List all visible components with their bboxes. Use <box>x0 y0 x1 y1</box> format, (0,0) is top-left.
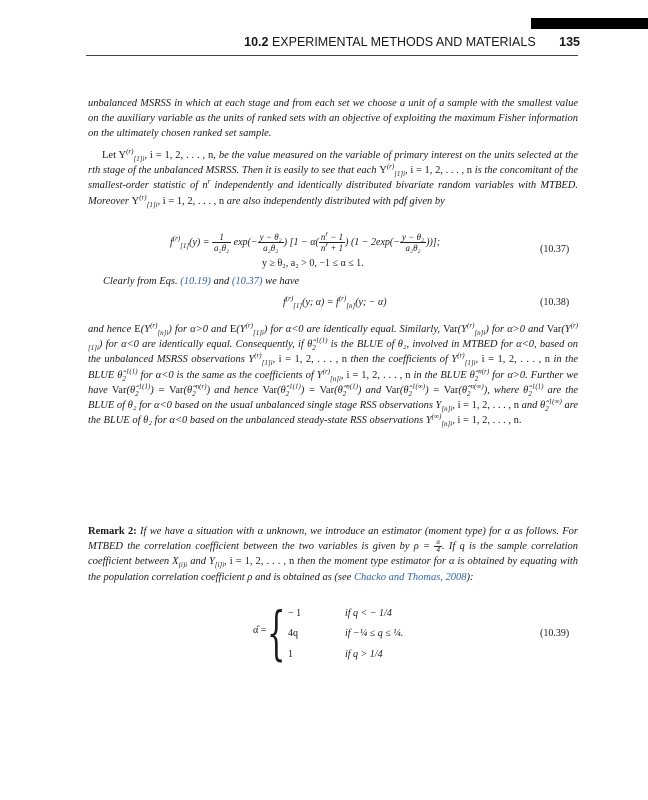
ref-chacko-thomas[interactable]: Chacko and Thomas, 2008 <box>353 571 467 583</box>
para2-g: we have <box>265 276 300 287</box>
case-3-value: 1 <box>288 649 293 660</box>
para3-i: in the BLUE <box>88 354 578 381</box>
paragraph-remark-2: Remark 2: If we have a situation with α unknown, we introduce an estimator (moment type) for α as follows. For MTBED the correlation coefficient between the two variables is given by ρ = $\frac{\alpha}{4}$ . If q is the sample correlation coefficient between $X_{(i)i}$ and $Y_{[i]i}$, i = 1, 2, . . . , n then the moment type estimator for α is obtained by equating with the population correlation coefficient ρ and is obtained as (see Chacko and Thomas, 2008): <box>88 526 579 583</box>
case-3-condition: if q > 1/4 <box>345 649 383 660</box>
equation-number-10-39: (10.39) <box>540 628 570 639</box>
para3-h: then the coefficients of <box>350 354 448 366</box>
para3-r: and <box>521 400 538 412</box>
para2-e: are also independently distributed with pdf given by <box>226 195 445 207</box>
cases-brace: { <box>267 599 286 667</box>
equation-10-38: $f^{(r)}_{[1]}(y$; $\alpha) = f^{(r)}_{[n]}(y$; − α) <box>283 294 387 310</box>
para3-g: BLUE of θ₂, involved in MTBED for α<0, based on the unbalanced MSRSS observations <box>88 339 579 366</box>
ref-10-19[interactable]: (10.19) <box>180 276 211 287</box>
page-number: 135 <box>559 35 580 49</box>
case-1-value: − 1 <box>288 608 302 619</box>
para3-m: for α>0. Further we have <box>88 369 579 396</box>
para2-b: rth stage of the unbalanced MSRSS. Then it is easily to see that each <box>88 165 377 177</box>
para2-d: independently and identically distributed bivariate random variables with MTBED. Moreover <box>88 180 579 207</box>
remark-a: If we have a situation with α unknown, we introduce an estimator (moment type) for α as follows. For MTBED the correlation coefficient between the two variables is given by ρ = <box>88 526 578 553</box>
para3-j: for α<0 is the <box>140 369 200 381</box>
alpha-hat: α̂ = <box>253 625 267 636</box>
remark-d: then the moment type estimator for α is obtained by equating with the population correlation coefficient ρ and is obtained as (see <box>88 556 579 583</box>
para3-d: for α>0 and <box>491 324 544 335</box>
para3-o: and <box>365 384 382 396</box>
para2-c: is the concomitant of the smallest-order statistic of n <box>88 165 579 192</box>
para3-s: are the BLUE of θ₂ for α<0 based on the unbalanced steady-state <box>88 400 579 427</box>
remark-b: . If q is the sample correlation coefficient between <box>88 541 579 568</box>
paragraph-consequently: and hence $E(Y^{(r)}_{[n]i})$ for α>0 and $E(Y^{(r)}_{[1]i})$ for α<0 are identically equal. Similarly, $Var(Y^{(r)}_{[n]i})$ for α>0 and $Var(Y^{(r)}_{[1]i})$ for α<0 are identically equal. Consequently, if $\thetâ_2^{1(1)}$ is the BLUE of θ₂, involved in MTBED for α<0, based on the unbalanced MSRSS observations $Y^{(r)}_{[1]i}$, i = 1, 2, . . . , n then the coefficients of $Y^{(r)}_{[1]i}$, i = 1, 2, . . . , n in the BLUE $\thetâ_2^{1(1)}$ for α<0 is the same as the coefficients of $Y^{(r)}_{[n]i}$, i = 1, 2, . . . , n in the BLUE $\thetâ_2^{n(r)}$ for α>0. Further we have $Var(\thetâ_2^{1(1)})$ = $Var(\thetâ_2^{n(r)})$ and hence $Var(\thetâ_2^{1(1)})$ = $Var(\thetâ_2^{n(1)})$ and $Var(\thetâ_2^{1(\infty)})$ = $Var(\thetâ_2^{n(\infty)})$, where $\thetâ_2^{1(1)}$ are the BLUE of θ₂ for α<0 based on the usual unbalanced single stage RSS observations $Y_{[n]i}$, i = 1, 2, . . . , n and $\thetâ_2^{1(\infty)}$ are the BLUE of θ₂ for α<0 based on the unbalanced steady-state RSS observations $Y^{(\infty)}_{[n]i}$, i = 1, 2, . . . , n. <box>88 321 579 429</box>
equation-10-37-condition: y ≥ θ₂, a₂ > 0, −1 ≤ α ≤ 1. <box>262 258 364 269</box>
para3-n: and hence <box>214 384 259 396</box>
para2-and: and <box>213 276 230 287</box>
para3-l: in the BLUE <box>413 369 467 381</box>
paragraph-definition: Let $Y^{(r)}_{[1]i}$, i = 1, 2, . . . , n, be the value measured on the variable of primary interest on the units selected at the rth stage of the unbalanced MSRSS. Then it is easily to see that each $Y^{(r)}_{[1]i}$, i = 1, 2, . . . , n is the concomitant of the smallest-order statistic of $n^r$ independently and identically distributed bivariate random variables with MTBED. Moreover $Y^{(r)}_{[1]i}$, i = 1, 2, . . . , n are also independently distributed with pdf given by <box>88 147 579 209</box>
equation-10-37: $f^{(r)}_{[1]}(y)$ = $\frac{1}{\text{a₂θ₂}}$ exp(− $\frac{\text{y − θ₂}}{\text{a₂θ₂}}$ ) [1 − α( $\frac{n^r - 1}{n^r + 1}$ ) (1 − 2exp(− $\frac{\text{y − θ₂}}{\text{a₂θ₂}}$ ))]; <box>170 230 441 253</box>
para3-q: are the BLUE of θ₂ for α<0 based on the usual unbalanced single stage RSS observations <box>88 384 579 412</box>
equation-number-10-38: (10.38) <box>540 297 570 308</box>
para3-b: for α>0 and <box>174 324 227 335</box>
para3-k: same as the coefficients of <box>202 369 314 381</box>
section-number: 10.2 <box>244 35 269 49</box>
para3-c: for α<0 are identically equal. Similarly, <box>270 324 441 335</box>
para2-a: be the value measured on the variable of primary interest on the units selected at the <box>218 150 578 161</box>
para3-t: RSS observations <box>350 415 424 427</box>
paragraph-clearly <box>103 274 578 289</box>
para3-p: , where <box>487 384 520 396</box>
paragraph-intro: unbalanced MSRSS in which at each stage and from each set we choose a unit of a sample with the smallest value on the auxiliary variable as the units of ranked sets with an objective of exploiting the maximum Fisher information on the ultimately chosen ranked set sample. <box>88 98 578 140</box>
remark-c: and <box>190 556 206 568</box>
para3-e: for α<0 are identically equal. Consequently, if <box>105 339 304 351</box>
running-head <box>230 35 580 49</box>
para3-f: is the <box>330 339 354 351</box>
para2-f: Clearly from Eqs. <box>103 276 178 287</box>
header-bar <box>531 18 648 29</box>
para3-a: and hence <box>88 324 132 335</box>
case-1-condition: if q < − 1/4 <box>345 608 392 619</box>
remark-label: Remark 2: <box>88 526 137 537</box>
case-2-value: 4q <box>288 628 298 639</box>
section-title: EXPERIMENTAL METHODS AND MATERIALS <box>271 35 536 49</box>
header-rule <box>86 55 578 56</box>
equation-number-10-37: (10.37) <box>540 244 570 255</box>
ref-10-37[interactable]: (10.37) <box>231 276 263 287</box>
remark-e: ): <box>466 571 474 583</box>
case-2-condition: if −¼ ≤ q ≤ ¼. <box>345 628 404 639</box>
